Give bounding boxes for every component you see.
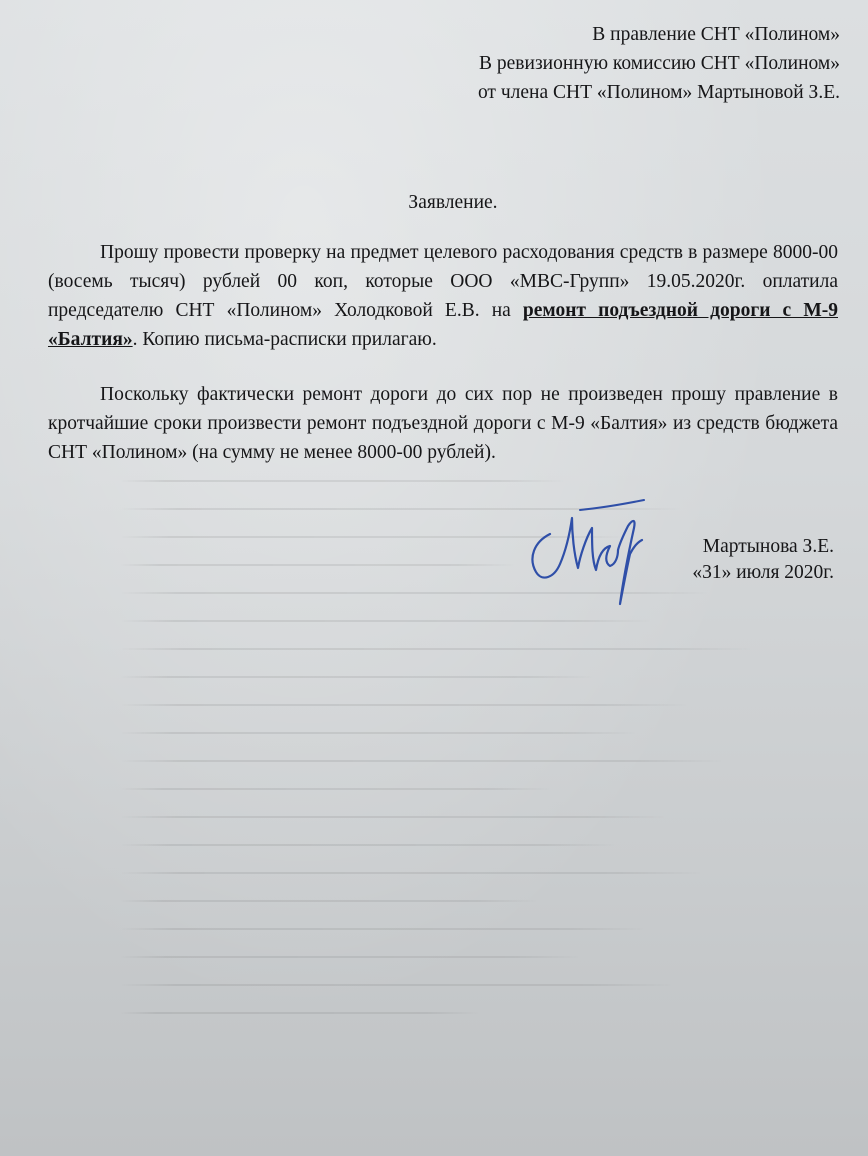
signature-date: «31» июля 2020г. bbox=[692, 562, 834, 583]
signer-info bbox=[692, 534, 834, 586]
addressee-block bbox=[48, 20, 840, 107]
paragraph-demand: Поскольку фактически ремонт дороги до сих пор не произведен прошу правление в кротчайшие сроки произвести ремонт подъездной дороги с М-9 «Балтия» из средств бюджета СНТ «Полином» (на сумму не менее 8000-00 рублей). bbox=[48, 384, 838, 463]
paragraph-request-text: Прошу провести проверку на предмет целевого расходования средств в размере 8000-00 (восемь тысяч) рублей 00 коп, которые ООО «МВС-Групп» 19.05.2020г. оплатила председателю СНТ «Полином» Холодковой Е.В. на bbox=[48, 242, 838, 321]
addressee-sender: от члена СНТ «Полином» Мартыновой З.Е. bbox=[477, 82, 840, 103]
statement-document bbox=[48, 20, 838, 467]
document-title: Заявление. bbox=[408, 192, 498, 213]
paragraph-request bbox=[48, 238, 838, 354]
signer-name: Мартынова З.Е. bbox=[702, 536, 834, 557]
addressee-board: В правление СНТ «Полином» bbox=[592, 24, 840, 45]
handwritten-signature bbox=[520, 494, 660, 626]
signature-block bbox=[0, 494, 868, 634]
paragraph-request-emphasis: ремонт подъездной дороги с М-9 «Балтия» bbox=[48, 300, 838, 350]
addressee-audit-commission: В ревизионную комиссию СНТ «Полином» bbox=[479, 53, 840, 74]
paragraph-request-ending: . Копию письма-расписки прилагаю. bbox=[132, 329, 437, 350]
